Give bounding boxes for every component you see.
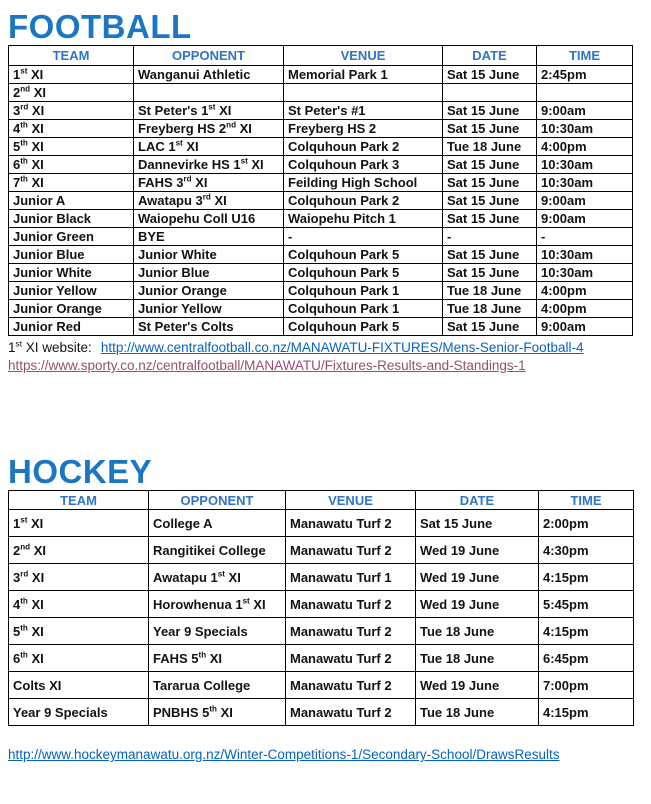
football-section xyxy=(8,8,651,375)
fixture-row xyxy=(9,210,633,228)
cell-opponent xyxy=(134,84,284,102)
column-header-opponent: OPPONENT xyxy=(134,46,284,66)
cell-team: 2nd XI xyxy=(9,84,134,102)
fixture-row xyxy=(9,537,634,564)
cell-team: 7th XI xyxy=(9,174,134,192)
cell-date: Sat 15 June xyxy=(443,66,537,84)
column-header-venue: VENUE xyxy=(284,46,443,66)
cell-team: Year 9 Specials xyxy=(9,699,149,726)
cell-opponent: FAHS 3rd XI xyxy=(134,174,284,192)
hockey-table-header-row xyxy=(9,491,634,510)
hockey-section xyxy=(8,453,651,764)
cell-time: 4:15pm xyxy=(539,699,634,726)
cell-opponent: Dannevirke HS 1st XI xyxy=(134,156,284,174)
cell-time: 10:30am xyxy=(537,120,633,138)
cell-opponent: St Peter's Colts xyxy=(134,318,284,336)
column-header-date: DATE xyxy=(416,491,539,510)
football-fixtures-link[interactable]: http://www.centralfootball.co.nz/MANAWATU-FIXTURES/Mens-Senior-Football-4 xyxy=(100,340,584,355)
cell-time: 2:00pm xyxy=(539,510,634,537)
cell-opponent: College A xyxy=(149,510,286,537)
fixture-row xyxy=(9,102,633,120)
cell-venue: Waiopehu Pitch 1 xyxy=(284,210,443,228)
cell-opponent: Wanganui Athletic xyxy=(134,66,284,84)
column-header-opponent: OPPONENT xyxy=(149,491,286,510)
football-fixtures-table xyxy=(8,45,633,336)
cell-date: Sat 15 June xyxy=(443,210,537,228)
cell-opponent: St Peter's 1st XI xyxy=(134,102,284,120)
cell-team: 4th XI xyxy=(9,591,149,618)
cell-team: 3rd XI xyxy=(9,564,149,591)
hockey-weblinks xyxy=(8,746,651,764)
fixture-row xyxy=(9,282,633,300)
fixture-row xyxy=(9,138,633,156)
football-section-title: FOOTBALL xyxy=(8,8,192,45)
cell-opponent: Horowhenua 1st XI xyxy=(149,591,286,618)
cell-venue: Colquhoun Park 3 xyxy=(284,156,443,174)
cell-team: 6th XI xyxy=(9,645,149,672)
cell-opponent: Junior Blue xyxy=(134,264,284,282)
cell-venue: Manawatu Turf 2 xyxy=(286,537,416,564)
cell-venue: Manawatu Turf 1 xyxy=(286,564,416,591)
fixture-row xyxy=(9,84,633,102)
cell-time: 4:00pm xyxy=(537,138,633,156)
cell-time: 2:45pm xyxy=(537,66,633,84)
cell-team: 1st XI xyxy=(9,66,134,84)
cell-opponent: Awatapu 1st XI xyxy=(149,564,286,591)
cell-time xyxy=(537,84,633,102)
cell-venue xyxy=(284,84,443,102)
cell-time: 9:00am xyxy=(537,318,633,336)
cell-venue: St Peter's #1 xyxy=(284,102,443,120)
column-header-time: TIME xyxy=(539,491,634,510)
cell-venue: Manawatu Turf 2 xyxy=(286,699,416,726)
cell-time: 10:30am xyxy=(537,174,633,192)
cell-time: 6:45pm xyxy=(539,645,634,672)
cell-team: Junior Blue xyxy=(9,246,134,264)
cell-time: 5:45pm xyxy=(539,591,634,618)
cell-venue: Manawatu Turf 2 xyxy=(286,591,416,618)
cell-time: 4:15pm xyxy=(539,564,634,591)
hockey-draws-link[interactable]: http://www.hockeymanawatu.org.nz/Winter-Competitions-1/Secondary-School/DrawsResults xyxy=(8,747,560,762)
fixture-row xyxy=(9,510,634,537)
cell-venue: Manawatu Turf 2 xyxy=(286,672,416,699)
cell-date: Tue 18 June xyxy=(443,138,537,156)
cell-time: 4:30pm xyxy=(539,537,634,564)
fixture-row xyxy=(9,618,634,645)
fixture-row xyxy=(9,672,634,699)
cell-opponent: Year 9 Specials xyxy=(149,618,286,645)
cell-venue: Manawatu Turf 2 xyxy=(286,618,416,645)
cell-date: Wed 19 June xyxy=(416,564,539,591)
cell-opponent: BYE xyxy=(134,228,284,246)
fixture-row xyxy=(9,564,634,591)
cell-opponent: Junior Yellow xyxy=(134,300,284,318)
cell-date: Wed 19 June xyxy=(416,672,539,699)
cell-team: 4th XI xyxy=(9,120,134,138)
fixture-row xyxy=(9,174,633,192)
hockey-section-title: HOCKEY xyxy=(8,453,153,490)
cell-time: 9:00am xyxy=(537,210,633,228)
cell-time: 7:00pm xyxy=(539,672,634,699)
fixture-row xyxy=(9,228,633,246)
football-weblinks xyxy=(8,339,651,375)
cell-opponent: LAC 1st XI xyxy=(134,138,284,156)
column-header-team: TEAM xyxy=(9,491,149,510)
cell-time: 10:30am xyxy=(537,264,633,282)
cell-date: Wed 19 June xyxy=(416,537,539,564)
fixture-row xyxy=(9,192,633,210)
cell-time: 4:00pm xyxy=(537,300,633,318)
cell-date: Tue 18 June xyxy=(416,699,539,726)
cell-team: Junior Orange xyxy=(9,300,134,318)
cell-team: 1st XI xyxy=(9,510,149,537)
cell-team: 5th XI xyxy=(9,618,149,645)
cell-date: Sat 15 June xyxy=(443,120,537,138)
cell-time: 9:00am xyxy=(537,102,633,120)
cell-time: 4:15pm xyxy=(539,618,634,645)
cell-date: - xyxy=(443,228,537,246)
column-header-venue: VENUE xyxy=(286,491,416,510)
fixture-row xyxy=(9,156,633,174)
cell-time: 4:00pm xyxy=(537,282,633,300)
cell-date: Sat 15 June xyxy=(443,102,537,120)
cell-date: Tue 18 June xyxy=(443,282,537,300)
fixture-row xyxy=(9,300,633,318)
cell-venue: Colquhoun Park 5 xyxy=(284,264,443,282)
cell-team: 2nd XI xyxy=(9,537,149,564)
cell-venue: Colquhoun Park 5 xyxy=(284,318,443,336)
cell-team: Junior A xyxy=(9,192,134,210)
cell-opponent: Waiopehu Coll U16 xyxy=(134,210,284,228)
cell-team: 6th XI xyxy=(9,156,134,174)
fixture-row xyxy=(9,318,633,336)
cell-venue: Memorial Park 1 xyxy=(284,66,443,84)
fixture-row xyxy=(9,591,634,618)
cell-date: Tue 18 June xyxy=(443,300,537,318)
hockey-fixtures-table xyxy=(8,490,634,726)
cell-date: Sat 15 June xyxy=(416,510,539,537)
cell-venue: Freyberg HS 2 xyxy=(284,120,443,138)
column-header-date: DATE xyxy=(443,46,537,66)
cell-venue: Colquhoun Park 5 xyxy=(284,246,443,264)
cell-date: Sat 15 June xyxy=(443,246,537,264)
cell-venue: Manawatu Turf 2 xyxy=(286,510,416,537)
cell-venue: - xyxy=(284,228,443,246)
cell-date: Sat 15 June xyxy=(443,156,537,174)
cell-date xyxy=(443,84,537,102)
cell-opponent: Rangitikei College xyxy=(149,537,286,564)
cell-team: Junior Red xyxy=(9,318,134,336)
cell-venue: Feilding High School xyxy=(284,174,443,192)
football-website-label: 1st XI website: xyxy=(8,338,92,355)
cell-date: Sat 15 June xyxy=(443,264,537,282)
cell-venue: Colquhoun Park 1 xyxy=(284,282,443,300)
fixture-row xyxy=(9,120,633,138)
cell-opponent: Freyberg HS 2nd XI xyxy=(134,120,284,138)
cell-date: Sat 15 June xyxy=(443,174,537,192)
cell-time: 10:30am xyxy=(537,246,633,264)
cell-opponent: PNBHS 5th XI xyxy=(149,699,286,726)
cell-team: 3rd XI xyxy=(9,102,134,120)
cell-team: Junior Green xyxy=(9,228,134,246)
cell-opponent: FAHS 5th XI xyxy=(149,645,286,672)
cell-team: 5th XI xyxy=(9,138,134,156)
cell-venue: Colquhoun Park 2 xyxy=(284,138,443,156)
football-sporty-link[interactable]: https://www.sporty.co.nz/centralfootball/MANAWATU/Fixtures-Results-and-Standings-1 xyxy=(8,358,526,373)
fixture-row xyxy=(9,246,633,264)
cell-team: Junior Black xyxy=(9,210,134,228)
cell-date: Sat 15 June xyxy=(443,318,537,336)
cell-time: 10:30am xyxy=(537,156,633,174)
cell-opponent: Awatapu 3rd XI xyxy=(134,192,284,210)
cell-date: Sat 15 June xyxy=(443,192,537,210)
cell-date: Tue 18 June xyxy=(416,618,539,645)
cell-date: Tue 18 June xyxy=(416,645,539,672)
cell-date: Wed 19 June xyxy=(416,591,539,618)
cell-team: Junior Yellow xyxy=(9,282,134,300)
cell-venue: Manawatu Turf 2 xyxy=(286,645,416,672)
cell-opponent: Junior Orange xyxy=(134,282,284,300)
cell-opponent: Junior White xyxy=(134,246,284,264)
cell-venue: Colquhoun Park 1 xyxy=(284,300,443,318)
cell-team: Colts XI xyxy=(9,672,149,699)
fixture-row xyxy=(9,699,634,726)
fixture-row xyxy=(9,645,634,672)
fixture-row xyxy=(9,66,633,84)
cell-venue: Colquhoun Park 2 xyxy=(284,192,443,210)
cell-time: - xyxy=(537,228,633,246)
cell-team: Junior White xyxy=(9,264,134,282)
fixture-row xyxy=(9,264,633,282)
cell-opponent: Tararua College xyxy=(149,672,286,699)
column-header-team: TEAM xyxy=(9,46,134,66)
cell-time: 9:00am xyxy=(537,192,633,210)
column-header-time: TIME xyxy=(537,46,633,66)
football-table-header-row xyxy=(9,46,633,66)
